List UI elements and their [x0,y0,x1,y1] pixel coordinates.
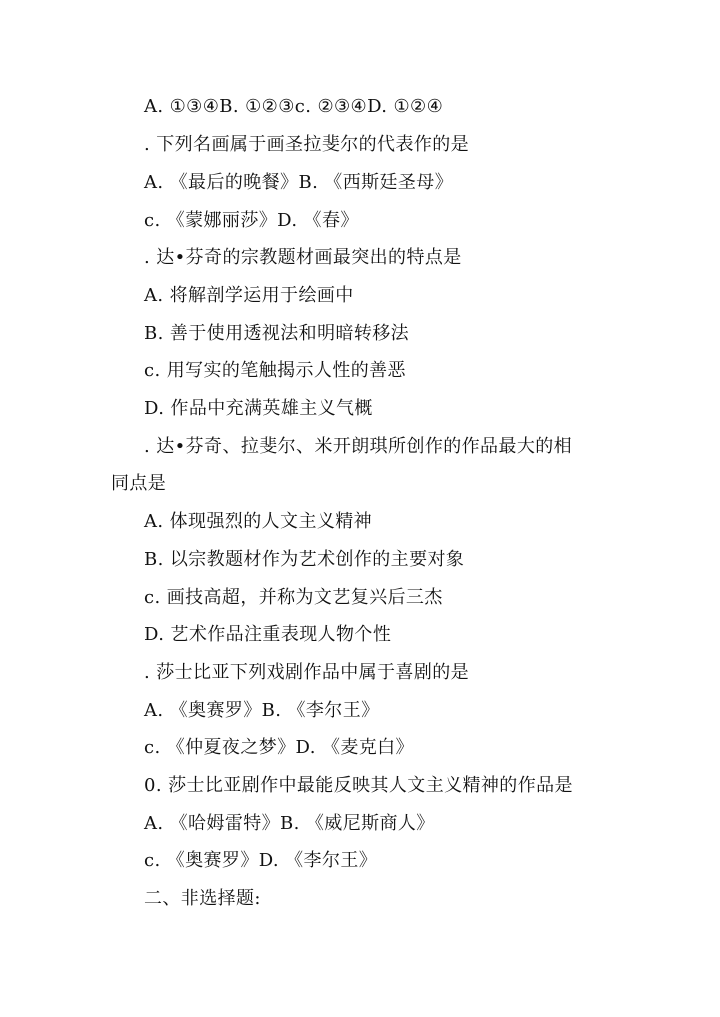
options-line-7: c. 《奥赛罗》D. 《李尔王》 [144,850,378,871]
section-heading-non-choice: 二、非选择题: [144,888,261,909]
question-davinci: . 达•芬奇的宗教题材画最突出的特点是 [144,247,462,268]
option-a: A. 体现强烈的人文主义精神 [144,511,373,532]
options-line-2: A. 《最后的晚餐》B. 《西斯廷圣母》 [144,172,454,193]
option-c: c. 用写实的笔触揭示人性的善恶 [144,360,406,381]
option-d: D. 作品中充满英雄主义气概 [144,398,373,419]
question-shakespeare-humanism: 0. 莎士比亚剧作中最能反映其人文主义精神的作品是 [144,775,573,796]
option-a: A. 将解剖学运用于绘画中 [144,285,354,306]
question-raphael: . 下列名画属于画圣拉斐尔的代表作的是 [144,134,470,155]
question-three-masters: . 达•芬奇、拉斐尔、米开朗琪所创作的作品最大的相 [144,436,573,457]
option-c: c. 画技高超，并称为文艺复兴后三杰 [144,587,443,608]
options-line-6: A. 《哈姆雷特》B. 《威尼斯商人》 [144,813,435,834]
option-d: D. 艺术作品注重表现人物个性 [144,624,392,645]
option-b: B. 以宗教题材作为艺术创作的主要对象 [144,549,465,570]
question-shakespeare-comedy: . 莎士比亚下列戏剧作品中属于喜剧的是 [144,662,470,683]
options-line-4: A. 《奥赛罗》B. 《李尔王》 [144,700,380,721]
question-three-masters-continuation: 同点是 [111,473,167,494]
options-line-3: c. 《蒙娜丽莎》D. 《春》 [144,210,359,231]
options-line-1: A. ①③④B. ①②③c. ②③④D. ①②④ [144,96,444,117]
options-line-5: c. 《仲夏夜之梦》D. 《麦克白》 [144,737,414,758]
option-b: B. 善于使用透视法和明暗转移法 [144,323,410,344]
